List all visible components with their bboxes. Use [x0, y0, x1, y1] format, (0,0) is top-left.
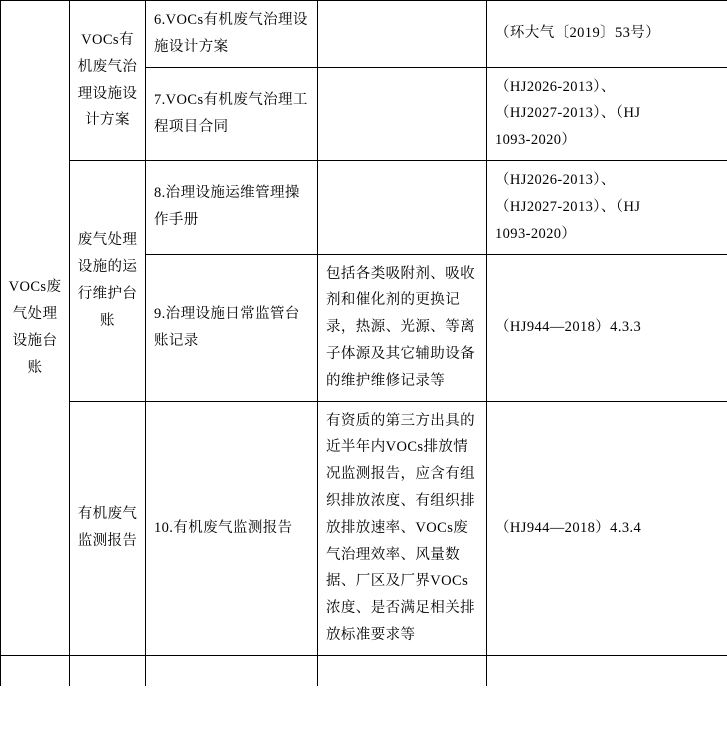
item-label: 10.有机废气监测报告 [154, 519, 293, 536]
group-name-cell-2 [70, 161, 146, 402]
ref-line: 1093-2020） [495, 132, 577, 149]
ref-line: （环大气〔2019〕53号） [495, 25, 661, 42]
item-label: 8.治理设施运维管理操作手册 [154, 185, 300, 229]
table-row-partial [1, 655, 727, 686]
group-name-cell-3 [70, 401, 146, 655]
desc-cell [318, 254, 487, 401]
ref-line: （HJ944—2018）4.3.4 [495, 519, 642, 536]
ref-line: 1093-2020） [495, 225, 577, 242]
desc-label: 有资质的第三方出具的近半年内VOCs排放情况监测报告，应含有组织排放浓度、有组织排放排放速率、VOCs废气治理效率、风量数据、厂区及厂界VOCs浓度、是否满足相关排放标准要求等 [326, 412, 475, 644]
item-cell [146, 67, 318, 160]
desc-cell [318, 1, 487, 68]
ref-cell [487, 67, 727, 160]
ref-cell [487, 254, 727, 401]
ref-line: （HJ2027-2013）、（HJ [495, 198, 641, 215]
ref-cell [487, 161, 727, 254]
cell-partial [70, 655, 146, 686]
item-cell [146, 161, 318, 254]
group-name-cell-1 [70, 1, 146, 161]
category-label: VOCs废气处理设施台账 [8, 279, 62, 376]
table-row [1, 1, 727, 68]
item-cell [146, 1, 318, 68]
item-label: 6.VOCs有机废气治理设施设计方案 [154, 12, 308, 55]
cell-partial [146, 655, 318, 686]
table-row [1, 161, 727, 254]
ref-line: （HJ2027-2013）、（HJ [495, 105, 641, 122]
item-label: 7.VOCs有机废气治理工程项目合同 [154, 92, 308, 135]
group-name-label: VOCs有机废气治理设施设计方案 [77, 31, 138, 129]
group-name-label: 有机废气监测报告 [77, 506, 138, 550]
category-cell [1, 1, 70, 656]
desc-label: 包括各类吸附剂、吸收剂和催化剂的更换记录，热源、光源、等离子体源及其它辅助设备的维护维修记录等 [326, 265, 475, 389]
ref-cell [487, 1, 727, 68]
ref-line: （HJ2026-2013）、 [495, 78, 616, 95]
cell-partial [318, 655, 487, 686]
table-row [1, 401, 727, 655]
desc-cell [318, 401, 487, 655]
item-label: 9.治理设施日常监管台账记录 [154, 305, 300, 349]
item-cell [146, 401, 318, 655]
ref-cell [487, 401, 727, 655]
cell-partial [487, 655, 727, 686]
desc-cell [318, 161, 487, 254]
desc-cell [318, 67, 487, 160]
ref-line: （HJ944—2018）4.3.3 [495, 319, 642, 336]
group-name-label: 废气处理设施的运行维护台账 [77, 232, 138, 329]
ref-line: （HJ2026-2013）、 [495, 172, 616, 189]
cell-partial [1, 655, 70, 686]
item-cell [146, 254, 318, 401]
